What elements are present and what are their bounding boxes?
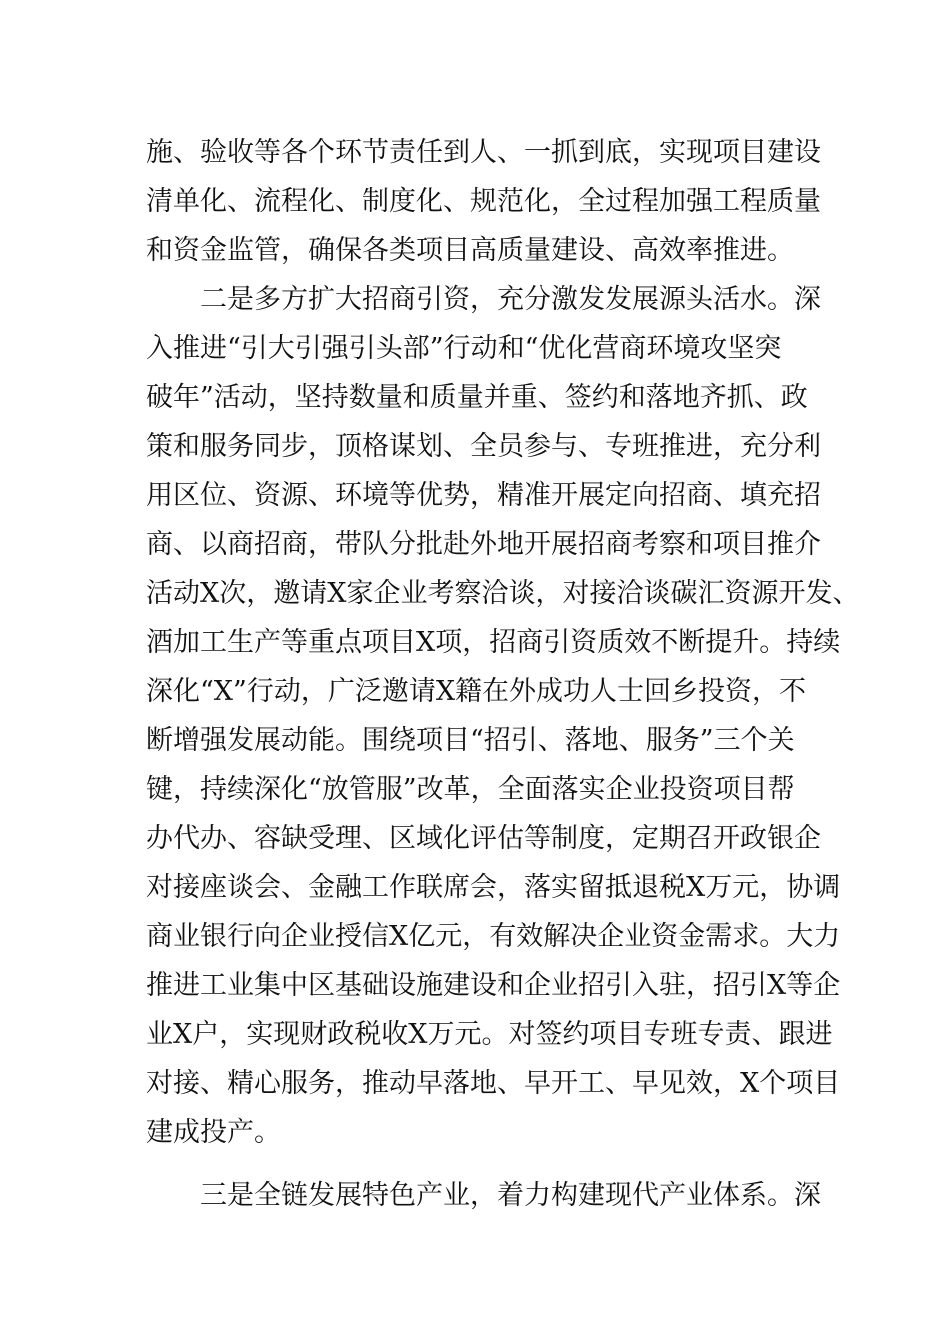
text-line-7: 策和服务同步，顶格谋划、全员参与、专班推进，充分利 <box>146 431 821 462</box>
text-line-2: 清单化、流程化、制度化、规范化，全过程加强工程质量 <box>146 186 821 217</box>
text-line-21: 建成投产。 <box>146 1117 281 1148</box>
text-line-4: 二是多方扩大招商引资，充分激发发展源头活水。深 <box>200 284 821 315</box>
text-line-13: 断增强发展动能。围绕项目“招引、落地、服务”三个关 <box>146 725 795 756</box>
text-line-20: 对接、精心服务，推动早落地、早开工、早见效，X个项目 <box>146 1068 841 1099</box>
text-line-22: 三是全链发展特色产业，着力构建现代产业体系。深 <box>200 1180 821 1211</box>
text-line-10: 活动X次，邀请X家企业考察洽谈，对接洽谈碳汇资源开发、 <box>146 578 860 609</box>
text-line-1: 施、验收等各个环节责任到人、一抓到底，实现项目建设 <box>146 137 821 168</box>
text-line-15: 办代办、容缺受理、区域化评估等制度，定期召开政银企 <box>146 823 821 854</box>
text-line-19: 业X户，实现财政税收X万元。对签约项目专班专责、跟进 <box>146 1019 833 1050</box>
text-line-11: 酒加工生产等重点项目X项，招商引资质效不断提升。持续 <box>146 627 841 658</box>
text-line-3: 和资金监管，确保各类项目高质量建设、高效率推进。 <box>146 235 794 266</box>
text-line-5: 入推进“引大引强引头部”行动和“优化营商环境攻坚突 <box>146 333 782 364</box>
text-line-12: 深化“X”行动，广泛邀请X籍在外成功人士回乡投资，不 <box>146 676 807 707</box>
text-line-16: 对接座谈会、金融工作联席会，落实留抵退税X万元，协调 <box>146 872 841 903</box>
text-line-8: 用区位、资源、环境等优势，精准开展定向招商、填充招 <box>146 480 821 511</box>
text-line-9: 商、以商招商，带队分批赴外地开展招商考察和项目推介 <box>146 529 821 560</box>
text-line-6: 破年”活动，坚持数量和质量并重、签约和落地齐抓、政 <box>146 382 808 413</box>
text-line-14: 键，持续深化“放管服”改革，全面落实企业投资项目帮 <box>146 774 795 805</box>
text-line-17: 商业银行向企业授信X亿元，有效解决企业资金需求。大力 <box>146 921 841 952</box>
text-line-18: 推进工业集中区基础设施建设和企业招引入驻，招引X等企 <box>146 970 841 1001</box>
